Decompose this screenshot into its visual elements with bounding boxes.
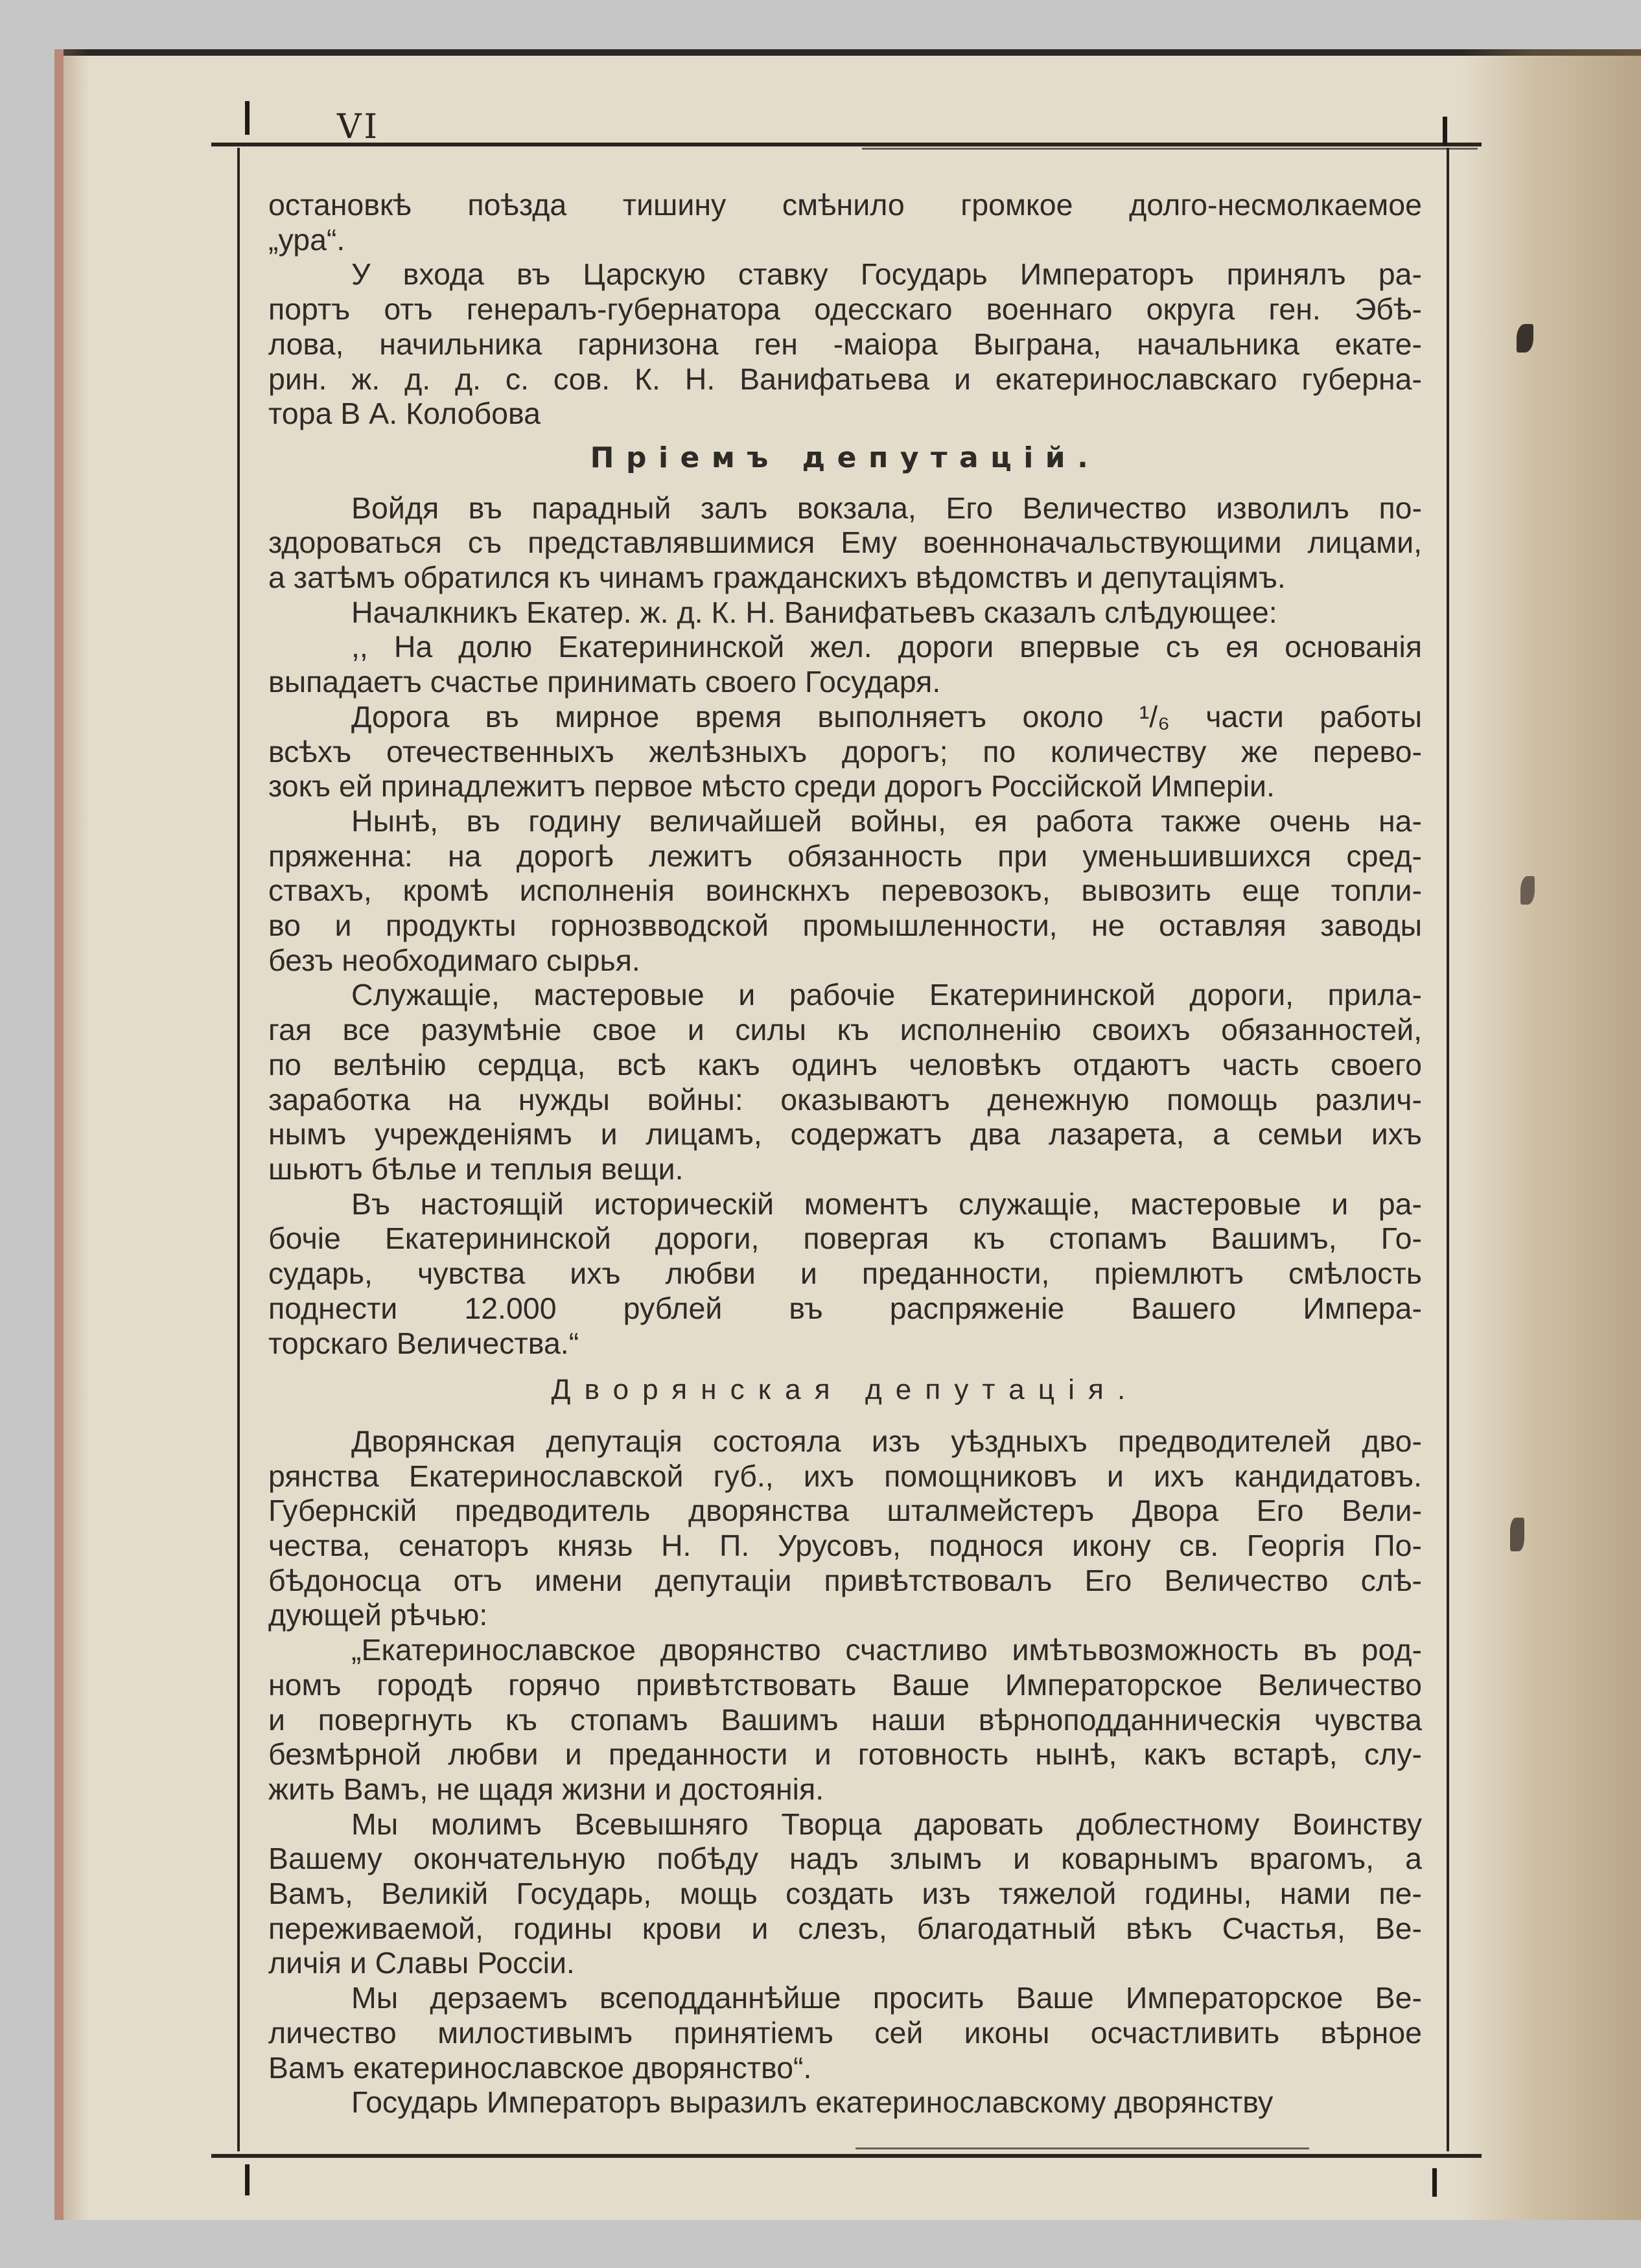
edge-mark-3 [1510, 1518, 1524, 1551]
text-line: Въ настоящiй историческiй моментъ служащiе, мастеровые и ра- [351, 1186, 1422, 1221]
text-line: Началкникъ Екатер. ж. д. К. Н. Ванифатьевъ сказалъ слѣдующее: [351, 595, 1277, 629]
text-line: Вашему окончательную побѣду надъ злымъ и коварнымъ врагомъ, а [268, 1842, 1422, 1876]
paragraph-p3 [268, 491, 1422, 596]
text-line: портъ отъ генералъ-губернатора одесскаго военнаго округа ген. Эбѣ- [268, 292, 1422, 327]
text-line: тора В А. Колобова [268, 397, 541, 431]
text-line: Государь Императоръ выразилъ екатеринославскому дворянству [351, 2085, 1274, 2120]
text-line: Служащiе, мастеровые и рабочiе Екатерининской дороги, прила- [351, 978, 1422, 1012]
paragraph-p8 [268, 978, 1422, 1186]
edge-mark-2 [1520, 876, 1535, 905]
text-line: во и продукты горнозвводской промышленности, не оставляя заводы [268, 908, 1422, 943]
paragraph-p7 [268, 804, 1422, 978]
paragraph-1 [268, 188, 1422, 257]
section-nobility [268, 1424, 1422, 2120]
text-line: рянства Екатеринославской губ., ихъ помощниковъ и ихъ кандидатовъ. [268, 1459, 1422, 1493]
text-line: а затѣмъ обратился къ чинамъ гражданскихъ вѣдомствъ и депутацiямъ. [268, 561, 1286, 595]
page-left-shadow [64, 49, 89, 2220]
section-receptions [268, 491, 1422, 1361]
section-heading-nobility: Дворянская депутацiя. [551, 1374, 1139, 1406]
text-line: выпадаетъ счастье принимать своего Государя. [268, 665, 941, 699]
text-line: Вамъ екатеринославское дворянство“. [268, 2050, 812, 2085]
text-line: сударь, чувства ихъ любви и преданности, прiемлютъ смѣлость [268, 1256, 1422, 1291]
text-line: гая все разумѣнiе свое и силы къ исполненiю своихъ обязанностей, [268, 1013, 1422, 1047]
text-line: пряженна: на дорогѣ лежитъ обязанность при уменьшившихся сред- [268, 839, 1422, 873]
paragraph-p5 [268, 630, 1422, 699]
text-line: и повергнуть къ стопамъ Вашимъ наши вѣрноподданническiя чувства [268, 1702, 1422, 1737]
corner-tick-bottom-right [1432, 2168, 1437, 2197]
text-line: личiя и Славы Россiи. [268, 1946, 575, 1980]
paragraph-p4 [268, 596, 1422, 631]
section-heading-receptions: Прiемъ депутацiй. [590, 441, 1100, 474]
text-line: лова, начильника гарнизона ген -маiора Выграна, начальника екате- [268, 327, 1422, 361]
text-line: ствахъ, кромѣ исполненiя воинскнхъ перевозокъ, вывозить еще топли- [268, 874, 1422, 908]
paragraph-p12 [268, 1807, 1422, 1982]
bottom-rule [211, 2154, 1482, 2158]
text-line: торскаго Величества.“ [268, 1326, 579, 1360]
text-line: Войдя въ парадный залъ вокзала, Его Величество изволилъ по- [351, 491, 1422, 525]
text-line: жить Вамъ, не щадя жизни и достоянiя. [268, 1772, 824, 1806]
text-line: Губернскiй предводитель дворянства шталмейстеръ Двора Его Вели- [268, 1494, 1422, 1528]
text-line: поднести 12.000 рублей въ распряженiе Вашего Импера- [268, 1291, 1422, 1325]
text-line: остановкѣ поѣзда тишину смѣнило громкое долго-несмолкаемое [268, 188, 1422, 222]
paragraph-p14 [268, 2085, 1422, 2120]
right-vertical-rule [1447, 148, 1449, 2151]
text-line: бѣдоносца отъ имени депутацiи привѣтствовалъ Его Величество слѣ- [268, 1563, 1422, 1597]
text-line: нымъ учрежденiямъ и лицамъ, содержатъ два лазарета, а семьи ихъ [268, 1117, 1422, 1151]
corner-tick-bottom-left [245, 2164, 250, 2195]
text-column [268, 188, 1422, 2120]
text-line: Нынѣ, въ годину величайшей войны, ея работа также очень на- [351, 804, 1422, 838]
text-line: Мы дерзаемъ всеподданнѣйше просить Ваше Императорское Ве- [351, 1981, 1422, 2015]
text-line: всѣхъ отечественныхъ желѣзныхъ дорогъ; по количеству же перево- [268, 734, 1422, 769]
paragraph-p13 [268, 1981, 1422, 2085]
text-line: Дорога въ мирное время выполняетъ около ¹/₆ части работы [351, 699, 1422, 734]
paragraph-p10 [268, 1424, 1422, 1633]
text-line: шьютъ бѣлье и теплыя вещи. [268, 1151, 684, 1186]
edge-mark-1 [1517, 324, 1533, 353]
page-number: VI [337, 108, 380, 146]
paragraph-p9 [268, 1187, 1422, 1361]
text-line: Мы молимъ Всевышняго Творца даровать доблестному Воинству [351, 1807, 1422, 1841]
text-line: „ура“. [268, 222, 345, 257]
text-line: безмѣрной любви и преданности и готовность нынѣ, какъ встарѣ, слу- [268, 1737, 1422, 1772]
text-line: Вамъ, Великiй Государь, мощь создать изъ тяжелой годины, нами пе- [268, 1877, 1422, 1911]
paragraph-p11 [268, 1633, 1422, 1807]
text-line: Дворянская депутацiя состояла изъ уѣздныхъ предводителей дво- [351, 1424, 1422, 1458]
text-line: безъ необходимаго сырья. [268, 943, 640, 977]
text-line: зокъ ей принадлежитъ первое мѣсто среди дорогъ Россiйской Имперiи. [268, 769, 1275, 804]
text-line: переживаемой, годины крови и слезъ, благодатный вѣкъ Счастья, Ве- [268, 1911, 1422, 1945]
top-rule-shadow [862, 148, 1478, 150]
left-vertical-rule [237, 148, 240, 2151]
text-line: здороваться съ представлявшимися Ему военноначальствующими лицами, [268, 526, 1422, 560]
bottom-rule-shadow [855, 2147, 1309, 2149]
corner-tick-top-right [1443, 117, 1447, 145]
text-line: заработка на нужды войны: оказываютъ денежную помощь различ- [268, 1082, 1422, 1117]
paragraph-2 [268, 257, 1422, 432]
page-top-edge [64, 49, 1641, 56]
text-line: номъ городѣ горячо привѣтствовать Ваше Императорское Величество [268, 1667, 1422, 1702]
text-line: по велѣнiю сердца, всѣ какъ одинъ человѣкъ отдаютъ часть своего [268, 1047, 1422, 1082]
corner-tick-top-left [245, 101, 250, 135]
text-line: ,, На долю Екатерининской жел. дороги впервые съ ея основанiя [351, 630, 1422, 664]
page-gutter-shadow [1460, 49, 1641, 2220]
text-line: чества, сенаторъ князь Н. П. Урусовъ, поднося икону св. Георгiя По- [268, 1529, 1422, 1563]
text-line: бочiе Екатерининской дороги, повергая къ стопамъ Вашимъ, Го- [268, 1221, 1422, 1256]
text-line: рин. ж. д. д. с. сов. К. Н. Ванифатьева и екатеринославскаго губерна- [268, 362, 1422, 396]
top-rule [211, 143, 1482, 146]
text-line: У входа въ Царскую ставку Государь Императоръ принялъ ра- [351, 257, 1422, 292]
text-line: дующей рѣчью: [268, 1598, 488, 1632]
text-line: личество милостивымъ принятiемъ сей иконы осчастливить вѣрное [268, 2015, 1422, 2050]
text-line: „Екатеринославское дворянство счастливо имѣтьвозможность въ род- [351, 1633, 1422, 1667]
paragraph-p6 [268, 700, 1422, 804]
